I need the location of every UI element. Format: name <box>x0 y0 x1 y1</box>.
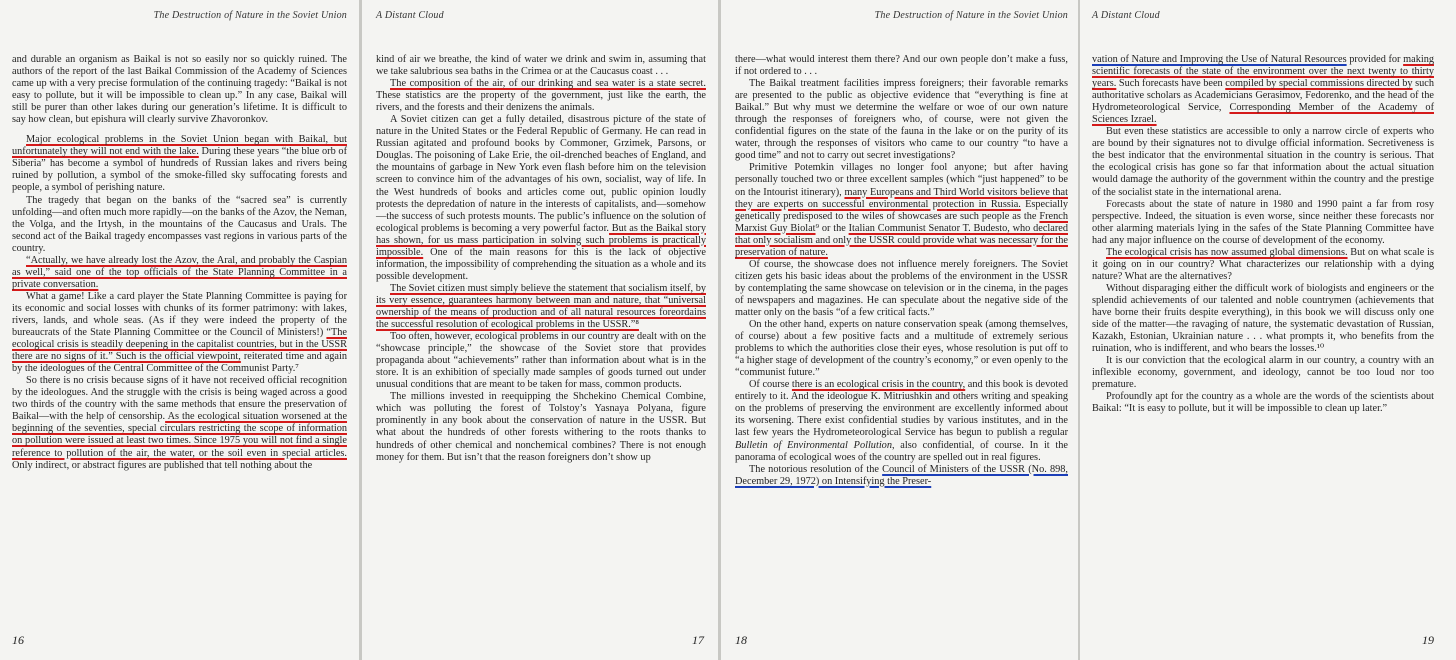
text-run: One of the main reasons for this is the lack of objective information, the impossibility of comprehending the situation as a whole and its possible development. <box>376 246 706 282</box>
paragraph: On the other hand, experts on nature conservation speak (among themselves, of course) about a few positive facts and a multitude of extremely serious problems to which the authorities close their eyes, whose resolution is put off to “a higher stage of development of the country’s economy,” or even openly to the “communist future.” <box>735 319 1068 379</box>
paragraph <box>376 78 706 114</box>
highlight: But as the Baikal story has shown, for us mass participation in solving such problems is practically impossible. <box>376 222 706 258</box>
highlight: The composition of the air, of our drinking and sea water is a state secret. <box>390 78 706 90</box>
paragraph: Without disparaging either the difficult work of biologists and engineers or the splendid achievements of our talented and noble countrymen (achievements that have borne their fruits despite everything), in this book we will discuss only one side of the matter—the ravaging of nature, the systematic devastation of Russian, Kazakh, Estonian, Ukrainian nature . . . what prompts it, who benefits from the ruination, who is indifferent, and who bears the losses.¹⁰ <box>1092 282 1434 355</box>
paragraph <box>376 283 706 331</box>
highlight: many Europeans and Third World visitors believe that they are experts on successful environmental protection in Russia. <box>735 186 1068 210</box>
running-header: The Destruction of Nature in the Soviet Union <box>874 10 1068 21</box>
running-header: The Destruction of Nature in the Soviet Union <box>153 10 347 21</box>
paragraph <box>1092 247 1434 283</box>
paragraph <box>376 114 706 283</box>
text-run: such authoritative scholars as Academicians Gerasimov, Fedorenko, and the head of the Hydrometeorological Service, <box>1092 78 1435 114</box>
text-run: and this book is devoted entirely to it. And the ideologue K. Mitriushkin and others writing and speaking on the problems of preserving the environment are excellently informed about its worsening. There exist confidential studies by various institutes, and in the last few years the Hydrometeorological Service has begun to publish a regular <box>735 379 1068 439</box>
highlight: Since 1975 you will not find a single reference to pollution of the air, the water, or the soil even in special articles. <box>12 435 347 459</box>
text-run: reiterated time and again by the ideologues of the Central Committee of the Communist Party.⁷ <box>12 351 347 375</box>
page-text <box>735 54 1068 488</box>
page-17 <box>362 0 718 660</box>
paragraph <box>12 134 347 194</box>
paragraph <box>735 379 1068 463</box>
highlight: there is an ecological crisis in the country, <box>791 379 966 391</box>
page-16 <box>0 0 361 660</box>
text-run: Primitive Potemkin villages no longer fool anyone; but after having personally touched two or three excellent samples (which “just happened” to be on the Intourist itinerary), <box>735 162 1068 198</box>
paragraph <box>735 464 1068 488</box>
highlight: compiled by special commissions directed by <box>1225 78 1413 90</box>
page-number: 18 <box>735 633 747 647</box>
paragraph: there—what would interest them there? And our own people don’t make a fuss, if not ordered to . . . <box>735 54 1068 78</box>
paragraph <box>12 375 347 471</box>
paragraph: Profoundly apt for the country as a whole are the words of the scientists about Baikal: “It is easy to pollute, but it will be impossible to clean up later.” <box>1092 391 1434 415</box>
paragraph <box>12 291 347 375</box>
text-run: What a game! Like a card player the State Planning Committee is paying for its economic and social losses with chunks of its former patrimony: with lakes, rivers, lands, and whole seas. (As if they were indeed the property of the bureaucrats of the State Planning Committee or the Council of Ministers!) <box>12 290 347 339</box>
page-19 <box>1080 0 1456 660</box>
text-run: Of course <box>749 379 792 391</box>
text-run: The notorious resolution of the <box>749 463 883 475</box>
text-run: But on what scale is it going on in our country? What characterizes our relationship with a dying nature? What are the alternatives? <box>1092 246 1434 282</box>
page-number: 17 <box>692 633 704 647</box>
page-text <box>12 54 347 472</box>
text-run: These statistics are the property of the government, just like the earth, the rivers, and the forests and their denizens the animals. <box>376 90 706 114</box>
page-text <box>376 54 706 464</box>
highlight: Italian Communist Senator T. Budesto, who declared that only socialism and only the USSR could provide what was necessary for the preservation of nature. <box>735 222 1068 258</box>
paragraph: Of course, the showcase does not influence merely foreigners. The Soviet citizen gets his basic ideas about the problems of the environment in the USSR by contemplating the same showcase on television or in the cinema, in the pages of newspapers and magazines. He can speculate about the negative side of the matter only on the basis “of a few critical facts.” <box>735 258 1068 318</box>
text-run: Especially genetically predisposed to the wiles of showcases are such people as the <box>735 198 1068 222</box>
page-number: 16 <box>12 633 24 647</box>
highlight: “Actually, we have already lost the Azov, the Aral, and probably the Caspian as well,” said one of the top officials of the State Planning Committee in a private conversation. <box>12 254 347 290</box>
paragraph: The Baikal treatment facilities impress foreigners; their favorable remarks are presented to the public as objective evidence that “everything is fine at Baikal.” But why must we determine the welfare or woe of our own nature through the responses of foreigners who, of course, were not given the confidential figures on the state of the fauna in the lake or on the purity of its water, through the responses of visitors who came to our country “to have a good time” and not to carry out secret investigations? <box>735 78 1068 162</box>
bulletin-title: Bulletin of Environmental Pollution <box>735 439 892 451</box>
text-run: During these years “the blue orb of Siberia” has become a symbol of hundreds of Russian lakes and rivers being ruined by pollution, a symbol of the smoke-filled sky suffocating forests and people, a symbol of perishing nature. <box>12 146 347 194</box>
page-text <box>1092 54 1434 415</box>
paragraph: and durable an organism as Baikal is not so easily nor so quickly ruined. The authors of the report of the last Baikal Commission of the Academy of Sciences came up with a very precise formulation of the continuing tragedy: “Baikal is not easy to pollute, but it will be impossible to clean up.” In any case, Baikal will still be purer than other lakes during our generation’s lifetime. It is difficult to say how clean, but epishura will clearly survive Zhavoronkov. <box>12 54 347 126</box>
text-run: A Soviet citizen can get a fully detailed, disastrous picture of the state of nature in the United States or the Federal Republic of Germany. He can read in Russian agitated and profound books by Commoner, Grzimek, Parsons, or Douglas. The poisoning of Lake Erie, the oil-drenched beaches of England, and the mountains of garbage in New York even flash before him on the television screen to convince him of the advantages of his own, socialist, way of life. In the West hundreds of books and articles come out, public opinion loudly protests the depredation of nature in the interests of capitalists, and—somehow—the success of such protests mounts. The public’s influence on the solution of ecological problems is becoming a very powerful factor. <box>376 114 706 234</box>
highlight: The ecological crisis has now assumed global dimensions. <box>1106 246 1348 258</box>
text-run: , also confidential, of course. In it the panorama of ecological woes of the country are spelled out in real figures. <box>735 439 1068 463</box>
text-run: provided for <box>1346 54 1404 65</box>
text-run: Such forecasts have been <box>1116 78 1226 90</box>
paragraph <box>12 255 347 291</box>
paragraph: Too often, however, ecological problems in our country are dealt with on the “showcase principle,” the showcase of the Soviet store that provides propaganda about “achievements” rather than information about what is in the store. It is an exhibition of specially made samples of goods turned out under unusual conditions that are meant to be taken for mass, common products. <box>376 331 706 391</box>
highlight: Corresponding Member of the Academy of Sciences Izrael. <box>1092 102 1434 126</box>
paragraph <box>735 162 1068 258</box>
highlight: French Marxist Guy Biolat <box>735 210 1068 234</box>
highlight: The Soviet citizen must simply believe the statement that socialism itself, by its very essence, guarantees harmony between man and nature, that “universal ownership of the means of production and of all natural resources foreordains the successful resolution of ecological problems in the USSR.”⁸ <box>376 282 706 331</box>
highlight: making scientific forecasts of the state of the environment over the next twenty to thirty years. <box>1092 54 1434 90</box>
blue-highlight: vation of Nature and Improving the Use of Natural Resources <box>1092 54 1347 65</box>
highlight: Major ecological problems in the Soviet Union began with Baikal, but unfortunately they will not end with the lake. <box>12 134 347 158</box>
blue-highlight: Council of Ministers of the USSR (No. 898, December 29, 1972) on Intensifying the Preser- <box>735 463 1068 487</box>
paragraph: It is our conviction that the ecological alarm in our country, a country with an inflexible economy, government, and ideology, cannot be too loud nor too premature. <box>1092 355 1434 391</box>
page-18 <box>721 0 1078 660</box>
running-header: A Distant Cloud <box>376 10 444 21</box>
paragraph: Forecasts about the state of nature in 1980 and 1990 paint a far from rosy perspective. Indeed, the situation is even worse, since neither these forecasts nor other alarming materials lying in the safes of the State Planning Committee have had any major influence on the course of development of the economy. <box>1092 198 1434 246</box>
paragraph: kind of air we breathe, the kind of water we drink and swim in, assuming that we take salubrious sea baths in the Crimea or at the Caucasus coast . . . <box>376 54 706 78</box>
paragraph: The millions invested in reequipping the Shchekino Chemical Combine, which was polluting the forest of Tolstoy’s Yasnaya Polyana, figure prominently in any book about the conservation of nature in the USSR. But what about the hundreds of other forests withering to the roots thanks to hundreds of other chemical and nonchemical combines? There is not enough money for them. But isn’t that the reason foreigners don’t show up <box>376 391 706 463</box>
text-run: So there is no crisis because signs of it have not received official recognition by the ideologues. And the struggle with the crisis is being waged across a good two thirds of the country with the same methods that ensure the preservation of Baikal—with the help of censorship. <box>12 375 347 423</box>
running-header: A Distant Cloud <box>1092 10 1160 21</box>
text-run: Only indirect, or abstract figures are published that tell nothing about the <box>12 459 313 471</box>
paragraph: But even these statistics are accessible to only a narrow circle of experts who are bound by their signatures not to divulge official information. Secretiveness is the best indicator that the environmental situation in the country is serious. That the ecological crisis has gone so far that information about the actual situation would damage the authority of the government within the country and the prestige of the socialist state in the international arena. <box>1092 126 1434 198</box>
text-run: ⁹ or the <box>815 222 849 234</box>
highlight: As the ecological situation worsened at the beginning of the seventies, special circulars restricting the scope of information on pollution were issued at least two times. <box>12 411 348 447</box>
paragraph: The tragedy that began on the banks of the “sacred sea” is currently unfolding—and often much more rapidly—on the banks of the Azov, the Neman, the Volga, and the Irtysh, in the mountains of the Caucasus and Urals. The second act of the Baikal tragedy encompasses vast regions in various parts of the country. <box>12 194 347 254</box>
highlight: “The ecological crisis is steadily deepening in the capitalist countries, but in the USSR there are no signs of it.” Such is the official viewpoint, <box>12 327 347 363</box>
page-number: 19 <box>1422 633 1434 647</box>
paragraph <box>1092 54 1434 126</box>
